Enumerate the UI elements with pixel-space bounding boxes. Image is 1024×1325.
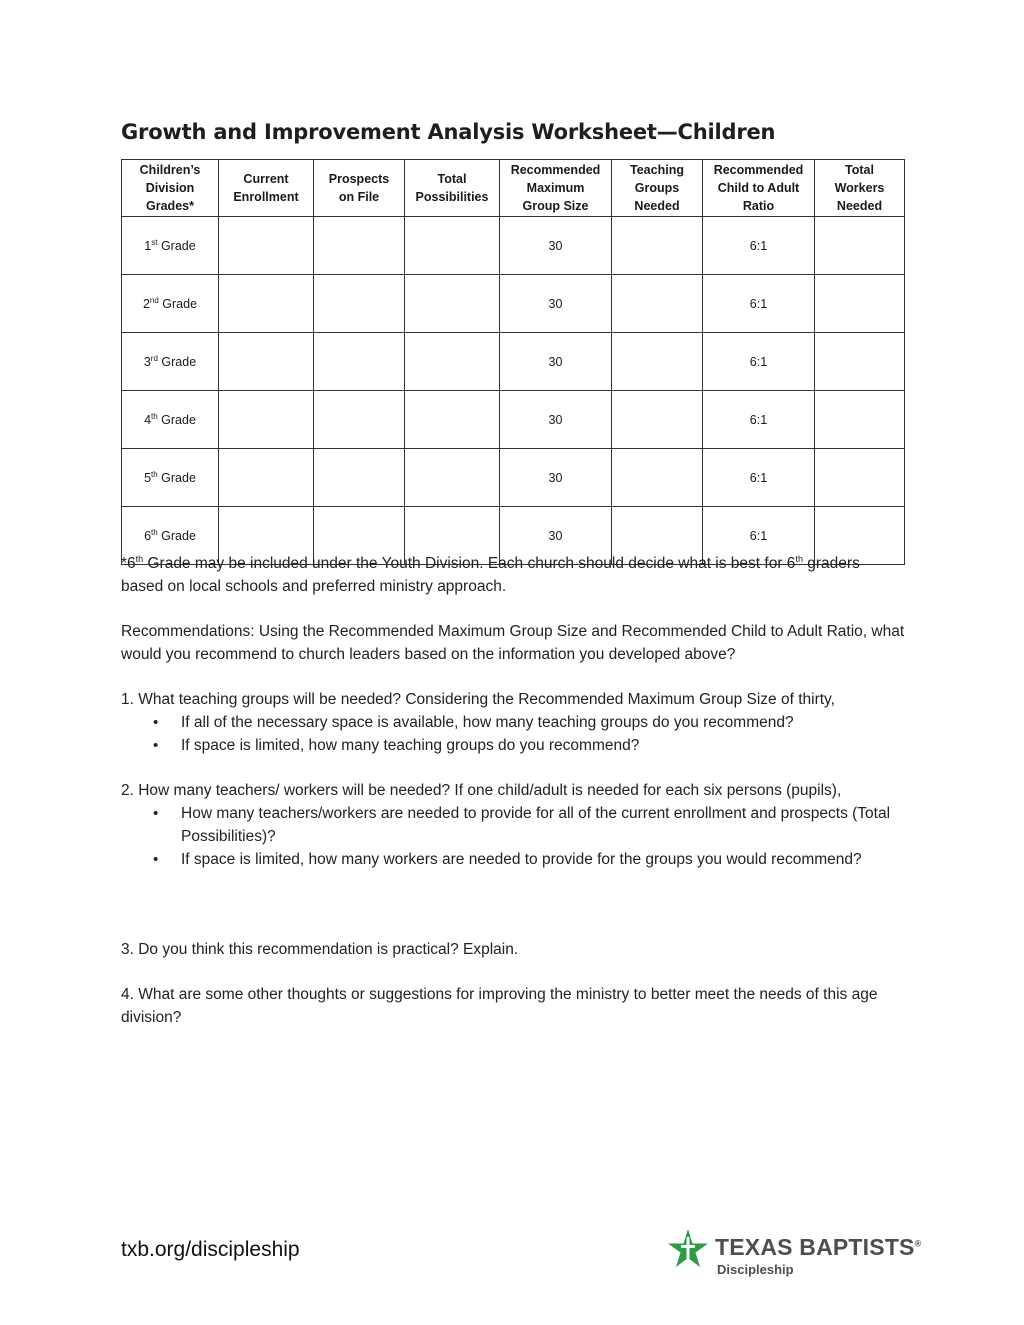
cell-teaching-groups[interactable]: [612, 217, 703, 275]
logo-subtitle: Discipleship: [717, 1262, 794, 1277]
cell-grade: 6th Grade: [122, 507, 219, 565]
cell-current-enrollment[interactable]: [219, 391, 314, 449]
cell-grade: 2nd Grade: [122, 275, 219, 333]
list-item: • If space is limited, how many teaching groups do you recommend?: [121, 734, 906, 757]
header-ratio: Recommended Child to Adult Ratio: [703, 160, 815, 217]
cell-teaching-groups[interactable]: [612, 391, 703, 449]
cell-total-possibilities[interactable]: [405, 449, 500, 507]
cell-total-possibilities[interactable]: [405, 333, 500, 391]
header-current-enrollment: Current Enrollment: [219, 160, 314, 217]
page-title: Growth and Improvement Analysis Worksheet—Children: [121, 120, 776, 144]
cell-ratio: 6:1: [703, 333, 815, 391]
cell-max-group-size: 30: [500, 217, 612, 275]
header-total-possibilities: Total Possibilities: [405, 160, 500, 217]
cell-total-possibilities[interactable]: [405, 217, 500, 275]
cell-ratio: 6:1: [703, 275, 815, 333]
cell-max-group-size: 30: [500, 391, 612, 449]
cell-total-possibilities[interactable]: [405, 275, 500, 333]
question-4: 4. What are some other thoughts or suggestions for improving the ministry to better meet the needs of this age division?: [121, 986, 878, 1026]
cell-total-workers[interactable]: [815, 217, 905, 275]
cell-teaching-groups[interactable]: [612, 275, 703, 333]
cell-current-enrollment[interactable]: [219, 275, 314, 333]
question-1-text: 1. What teaching groups will be needed? Considering the Recommended Maximum Group Size of thirty,: [121, 691, 835, 708]
cell-total-workers[interactable]: [815, 391, 905, 449]
logo-name: TEXAS BAPTISTS®: [715, 1234, 922, 1260]
cell-total-possibilities[interactable]: [405, 391, 500, 449]
cell-total-workers[interactable]: [815, 333, 905, 391]
cell-max-group-size: 30: [500, 449, 612, 507]
table-row: [122, 217, 905, 275]
cell-prospects[interactable]: [314, 449, 405, 507]
cell-current-enrollment[interactable]: [219, 449, 314, 507]
cell-prospects[interactable]: [314, 275, 405, 333]
cell-grade: 4th Grade: [122, 391, 219, 449]
cell-max-group-size: 30: [500, 275, 612, 333]
cell-max-group-size: 30: [500, 333, 612, 391]
recommendations-paragraph: Recommendations: Using the Recommended Maximum Group Size and Recommended Child to Adult Ratio, what would you recommend to church leaders based on the information you developed above?: [121, 623, 905, 663]
question-1: [121, 688, 906, 757]
star-cross-icon: [667, 1228, 709, 1270]
texas-baptists-logo: [667, 1226, 922, 1282]
table-row: [122, 333, 905, 391]
cell-prospects[interactable]: [314, 391, 405, 449]
cell-ratio: 6:1: [703, 217, 815, 275]
cell-current-enrollment[interactable]: [219, 333, 314, 391]
cell-total-workers[interactable]: [815, 449, 905, 507]
cell-teaching-groups[interactable]: [612, 333, 703, 391]
header-max-group-size: Recommended Maximum Group Size: [500, 160, 612, 217]
cell-grade: 3rd Grade: [122, 333, 219, 391]
cell-grade: 5th Grade: [122, 449, 219, 507]
cell-ratio: 6:1: [703, 391, 815, 449]
question-1-bullets: [121, 711, 906, 757]
table-row: [122, 449, 905, 507]
cell-ratio: 6:1: [703, 507, 815, 565]
table-row: [122, 275, 905, 333]
list-item: • If space is limited, how many workers are needed to provide for the groups you would recommend?: [121, 848, 906, 871]
footer-link[interactable]: txb.org/discipleship: [121, 1238, 300, 1261]
question-2-text: 2. How many teachers/ workers will be needed? If one child/adult is needed for each six persons (pupils),: [121, 782, 842, 799]
cell-max-group-size: 30: [500, 507, 612, 565]
list-item: • If all of the necessary space is available, how many teaching groups do you recommend?: [121, 711, 906, 734]
header-prospects: Prospects on File: [314, 160, 405, 217]
cell-total-workers[interactable]: [815, 275, 905, 333]
question-2-bullets: [121, 802, 906, 871]
worksheet-table: [121, 159, 905, 565]
table-header-row: [122, 160, 905, 217]
header-teaching-groups: Teaching Groups Needed: [612, 160, 703, 217]
cell-teaching-groups[interactable]: [612, 449, 703, 507]
cell-prospects[interactable]: [314, 333, 405, 391]
list-item: • How many teachers/workers are needed to provide for all of the current enrollment and prospects (Total Possibilities)?: [121, 802, 906, 848]
header-grades: Children’s Division Grades*: [122, 160, 219, 217]
question-3: 3. Do you think this recommendation is practical? Explain.: [121, 941, 519, 958]
header-total-workers: Total Workers Needed: [815, 160, 905, 217]
footnote: *6th Grade may be included under the Youth Division. Each church should decide what is best for 6th graders based on local schools and preferred ministry approach.: [121, 553, 860, 595]
cell-ratio: 6:1: [703, 449, 815, 507]
cell-current-enrollment[interactable]: [219, 217, 314, 275]
table-row: [122, 391, 905, 449]
question-2: [121, 779, 906, 871]
cell-prospects[interactable]: [314, 217, 405, 275]
cell-grade: 1st Grade: [122, 217, 219, 275]
